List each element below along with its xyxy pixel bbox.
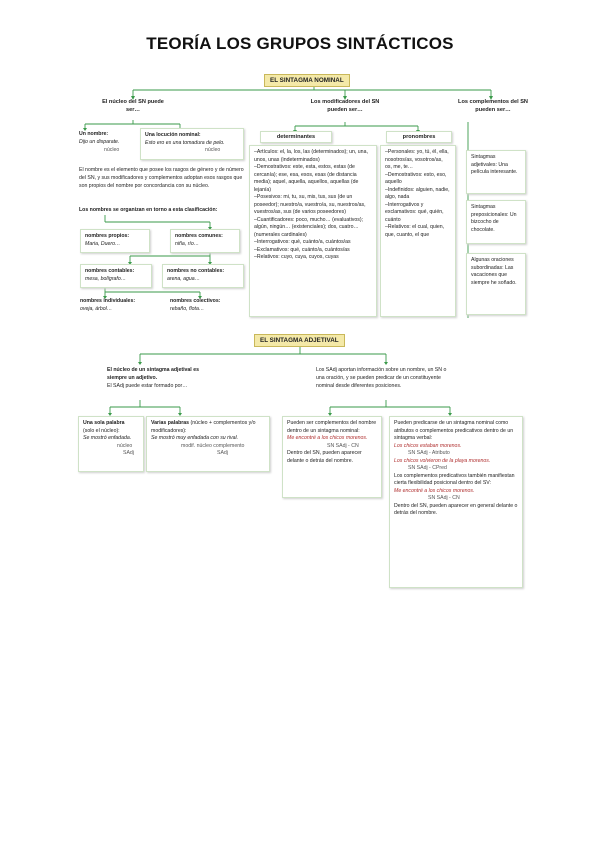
sn-branch-nucleo: El núcleo del SN puede ser… bbox=[102, 99, 164, 113]
det-demostrativos: –Demostrativos: este, esta, estos, estas (de cercanía); ese, esa, esos, esas (de distancia media); aquel, aquella, aquellos, aquellas (de lejanía) bbox=[254, 164, 359, 193]
det-articulos: –Artículos: el, la, los, las (determinados); un, una, unos, unas (indeterminados) bbox=[254, 149, 368, 163]
locucion-box bbox=[140, 128, 244, 160]
contables-box bbox=[80, 264, 152, 288]
varias-example: Se mostró muy enfadada con su rival. bbox=[151, 435, 239, 442]
locucion-label: Una locución nominal: bbox=[145, 132, 201, 138]
nombre-definition: El nombre es el elemento que posee los rasgos de género y de número del SN, y sus modificadores y complementos adoptan esos rasgos que son propios del nombre por concordancia con su núcleo. bbox=[79, 167, 244, 189]
pron-relativos: –Relativos: el cual, quien, que, cuanto, el que bbox=[385, 224, 445, 238]
sola-sub: (solo el núcleo): bbox=[83, 427, 120, 434]
individuales-example: oveja, árbol… bbox=[80, 305, 113, 312]
varias-palabras-box bbox=[146, 416, 270, 472]
varias-tags: modif. núcleo complemento bbox=[181, 442, 245, 449]
colectivos-label: nombres colectivos: bbox=[170, 298, 221, 304]
nombre-tag: núcleo bbox=[104, 146, 120, 153]
det-posesivos: –Posesivos: mi, tu, su, mis, tus, sus (de un poseedor); nuestro/a, vuestro/a, su, nuestros/as, vuestros/as, sus (de varios poseedores) bbox=[254, 194, 366, 216]
propios-label: nombres propios: bbox=[85, 233, 130, 239]
fuera-sn-box bbox=[389, 416, 523, 588]
pron-indefinidos: –Indefinidos: alguien, nadie, algo, nada bbox=[385, 186, 450, 201]
individuales-block bbox=[80, 298, 160, 314]
colectivos-example: rebaño, flota… bbox=[170, 305, 205, 312]
fuera-example-3: Me encontré a los chicos morenos. bbox=[394, 487, 475, 494]
comp-preposicionales-box: Sintagmas preposicionales: Un bizcocho de chocolate. bbox=[466, 200, 526, 244]
det-interrogativos: –Interrogativos: qué, cuánto/a, cuántos/as bbox=[254, 239, 351, 246]
fuera-text2: Los complementos predicativos también manifiestan cierta flexibilidad posicional dentro del SV: bbox=[394, 472, 515, 487]
nocontables-box bbox=[162, 264, 244, 288]
sola-tag2: SAdj bbox=[123, 450, 134, 457]
det-exclamativos: –Exclamativos: qué, cuánto/a, cuántos/as bbox=[254, 246, 350, 253]
fuera-example-1: Los chicos estaban morenos. bbox=[394, 442, 462, 449]
dentro-text: Pueden ser complementos del nombre dentro de un sintagma nominal: bbox=[287, 420, 377, 434]
sadj-intro-left bbox=[107, 367, 217, 390]
propios-example: Maria, Duero… bbox=[85, 240, 121, 247]
nombre-block bbox=[79, 131, 139, 154]
page-title: TEORÍA LOS GRUPOS SINTÁCTICOS bbox=[146, 34, 454, 53]
sadj-intro-right: Los SAdj aportan información sobre un nombre, un SN o una oración, y se pueden predicar de un constituyente nominal desde diferentes posiciones. bbox=[316, 367, 447, 389]
det-relativos: –Relativos: cuyo, cuya, cuyos, cuyas bbox=[254, 254, 339, 261]
determinantes-header: determinantes bbox=[260, 131, 332, 143]
comunes-example: niña, río… bbox=[175, 240, 199, 247]
individuales-label: nombres individuales: bbox=[80, 298, 136, 304]
fuera-tag-1: SN SAdj - Atributo bbox=[408, 450, 450, 457]
comunes-label: nombres comunes: bbox=[175, 233, 223, 239]
sn-header: EL SINTAGMA NOMINAL bbox=[264, 74, 350, 87]
fuera-tag-2: SN SAdj - CPred bbox=[408, 465, 447, 472]
sola-palabra-box bbox=[78, 416, 144, 472]
clasificacion-text: Los nombres se organizan en torno a esta clasificación: bbox=[79, 207, 218, 213]
sola-label: Una sola palabra bbox=[83, 420, 125, 426]
sn-branch-complementos: Los complementos del SN pueden ser… bbox=[458, 99, 528, 113]
locucion-tag: núcleo bbox=[205, 147, 221, 154]
sadj-intro-left-2: El SAdj puede estar formado por… bbox=[107, 382, 188, 389]
pronombres-header: pronombres bbox=[386, 131, 452, 143]
contables-label: nombres contables: bbox=[85, 268, 135, 274]
fuera-text: Pueden predicarse de un sintagma nominal como atributos o complementos predicativos dentro de un sintagma verbal: bbox=[394, 420, 514, 442]
dentro-tag: SN SAdj - CN bbox=[327, 442, 359, 449]
sola-example: Se mostró enfadada. bbox=[83, 435, 132, 442]
nocontables-label: nombres no contables: bbox=[167, 268, 225, 274]
fuera-example-2: Los chicos volvieron de la playa morenos. bbox=[394, 457, 491, 464]
sadj-header: EL SINTAGMA ADJETIVAL bbox=[254, 334, 345, 347]
fuera-text3: Dentro del SN, pueden aparecer en general delante o detrás del nombre. bbox=[394, 502, 518, 517]
dentro-example: Me encontré a los chicos morenos. bbox=[287, 435, 368, 442]
sola-tag: núcleo bbox=[117, 442, 133, 449]
sadj-intro-left-1: El núcleo de un sintagma adjetival es siempre un adjetivo. bbox=[107, 367, 199, 381]
fuera-tag-3: SN SAdj - CN bbox=[428, 495, 460, 502]
pron-interrogativos: –Interrogativos y exclamativos: qué, quién, cuánto bbox=[385, 201, 444, 223]
pron-personales: –Personales: yo, tú, él, ella, nosotros/as, vosotros/as, os, me, te… bbox=[385, 149, 449, 171]
pron-demostrativos: –Demostrativos: esto, eso, aquello bbox=[385, 171, 447, 186]
varias-sub: (núcleo + complementos y/o modificadores): bbox=[151, 420, 256, 434]
nombre-label: Un nombre: bbox=[79, 131, 109, 137]
comunes-box bbox=[170, 229, 240, 253]
varias-tag2: SAdj bbox=[217, 450, 228, 457]
dentro-sn-box bbox=[282, 416, 382, 498]
colectivos-block bbox=[170, 298, 244, 314]
comp-adjetivales-box: Sintagmas adjetivales: Una película interesante. bbox=[466, 150, 526, 194]
nocontables-example: arena, agua… bbox=[167, 275, 200, 282]
pronombres-box bbox=[380, 145, 456, 317]
locucion-example: Esto ero es una tomadura de pelo. bbox=[145, 139, 225, 146]
determinantes-box bbox=[249, 145, 377, 317]
dentro-text2: Dentro del SN, pueden aparecer delante o detrás del nombre. bbox=[287, 450, 362, 464]
comp-subordinadas-box: Algunas oraciones subordinadas: Las vacaciones que siempre he soñado. bbox=[466, 253, 526, 315]
varias-label: Varias palabras bbox=[151, 420, 190, 426]
contables-example: mesa, bolígrafo… bbox=[85, 275, 126, 282]
propios-box bbox=[80, 229, 150, 253]
nombre-example: Dijo un disparate. bbox=[79, 138, 120, 145]
sn-branch-modificadores: Los modificadores del SN pueden ser… bbox=[310, 99, 380, 113]
det-cuantificadores: –Cuantificadores: poco, mucho… (evaluativos); algún, ningún… (existenciales); dos, cuatro… (numerales cardinales) bbox=[254, 216, 363, 238]
